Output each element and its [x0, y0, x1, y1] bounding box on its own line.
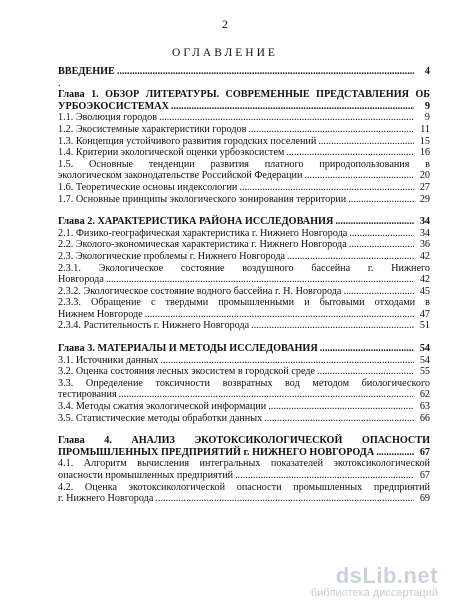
page-title: ОГЛАВЛЕНИЕ: [172, 47, 278, 59]
toc-chapter-3: Глава 3. МАТЕРИАЛЫ И МЕТОДЫ ИССЛЕДОВАНИЯ ..... 54: [58, 343, 430, 355]
toc-entry-3-3: 3.3. Определение токсичности возвратных вод методом биологического тестирования ..... 62: [58, 378, 430, 401]
toc-entry-3-5: 3.5. Статистические методы обработки данных ..... 66: [58, 413, 430, 425]
toc-entry-2-2: 2.2. Эколого-экономическая характеристика г. Нижнего Новгорода ..... 36: [58, 239, 430, 251]
toc-entry-3-2: 3.2. Оценка состояния лесных экосистем в городской среде ..... 55: [58, 366, 430, 378]
toc-entry-1-3: 1.3. Концепция устойчивого развития городских поселений ..... 15: [58, 136, 430, 148]
toc-entry-1-1: 1.1. Эволюция городов ..... 9: [58, 112, 430, 124]
toc-chapter-1: [58, 89, 430, 112]
toc-entry-4-2: 4.2. Оценка экотоксикологической опасности промышленных предприятий г. Нижнего Новгорода ..... 69: [58, 482, 430, 505]
watermark-main: dsLib.net: [335, 563, 438, 588]
chapter-1-title-line1: Глава 1. ОБЗОР ЛИТЕРАТУРЫ. СОВРЕМЕННЫЕ ПРЕДСТАВЛЕНИЯ ОБ: [58, 89, 430, 101]
watermark-sub: библиотека диссертаций: [310, 587, 438, 599]
toc-chapter-4: Глава 4. АНАЛИЗ ЭКОТОКСИКОЛОГИЧЕСКОЙ ОПАСНОСТИ ПРОМЫШЛЕННЫХ ПРЕДПРИЯТИЙ г. НИЖНЕГО НОВГОРОДА ..... 67: [58, 435, 430, 458]
toc-entry-2-3: 2.3. Экологические проблемы г. Нижнего Новгорода ..... 42: [58, 251, 430, 263]
toc-entry-1-5: 1.5. Основные тенденции развития платного природопользования в экологическом законодательстве Российской Федерации ..... 20: [58, 159, 430, 182]
toc-entry-2-3-2: 2.3.2. Экологическое состояние водного бассейна г. Н. Новгорода ..... 45: [58, 286, 430, 298]
toc-entry-intro: ВВЕДЕНИЕ ..... 4: [58, 66, 430, 78]
toc-entry-2-3-1: 2.3.1. Экологическое состояние воздушного бассейна г. Нижнего Новгорода ..... 42: [58, 263, 430, 286]
page-number: 2: [222, 17, 228, 31]
toc-entry-1-7: 1.7. Основные принципы экологического зонирования территории ..... 29: [58, 194, 430, 206]
toc-entry-1-2: 1.2. Экосистемные характеристики городов ..... 11: [58, 124, 430, 136]
watermark-logo: [311, 563, 438, 599]
toc-entry-2-3-3: 2.3.3. Обращение с твердыми промышленными и бытовыми отходами в Нижнем Новгороде ..... 47: [58, 297, 430, 320]
toc-entry-2-1: 2.1. Физико-географическая характеристика г. Нижнего Новгорода ..... 34: [58, 228, 430, 240]
toc-entry-1-6: 1.6. Теоретические основы индексологии ..... 27: [58, 182, 430, 194]
toc-entry-1-4: 1.4. Критерии экологической оценки урбоэкосистем ..... 16: [58, 147, 430, 159]
toc-chapter-2: Глава 2. ХАРАКТЕРИСТИКА РАЙОНА ИССЛЕДОВАНИЯ ..... 34: [58, 216, 430, 228]
stray-dot: .: [58, 77, 61, 89]
chapter-1-title-line2: УРБОЭКОСИСТЕМАХ ..... 9: [58, 101, 430, 113]
toc-entry-4-1: 4.1. Алгоритм вычисления интегральных показателей экотоксикологической опасности промышленных предприятий ..... 67: [58, 458, 430, 481]
toc-entry-3-4: 3.4. Методы сжатия экологической информации ..... 63: [58, 401, 430, 413]
toc-entry-2-3-4: 2.3.4. Растительность г. Нижнего Новгорода ..... 51: [58, 320, 430, 332]
table-of-contents: [58, 66, 430, 505]
toc-entry-3-1: 3.1. Источники данных ..... 54: [58, 355, 430, 367]
